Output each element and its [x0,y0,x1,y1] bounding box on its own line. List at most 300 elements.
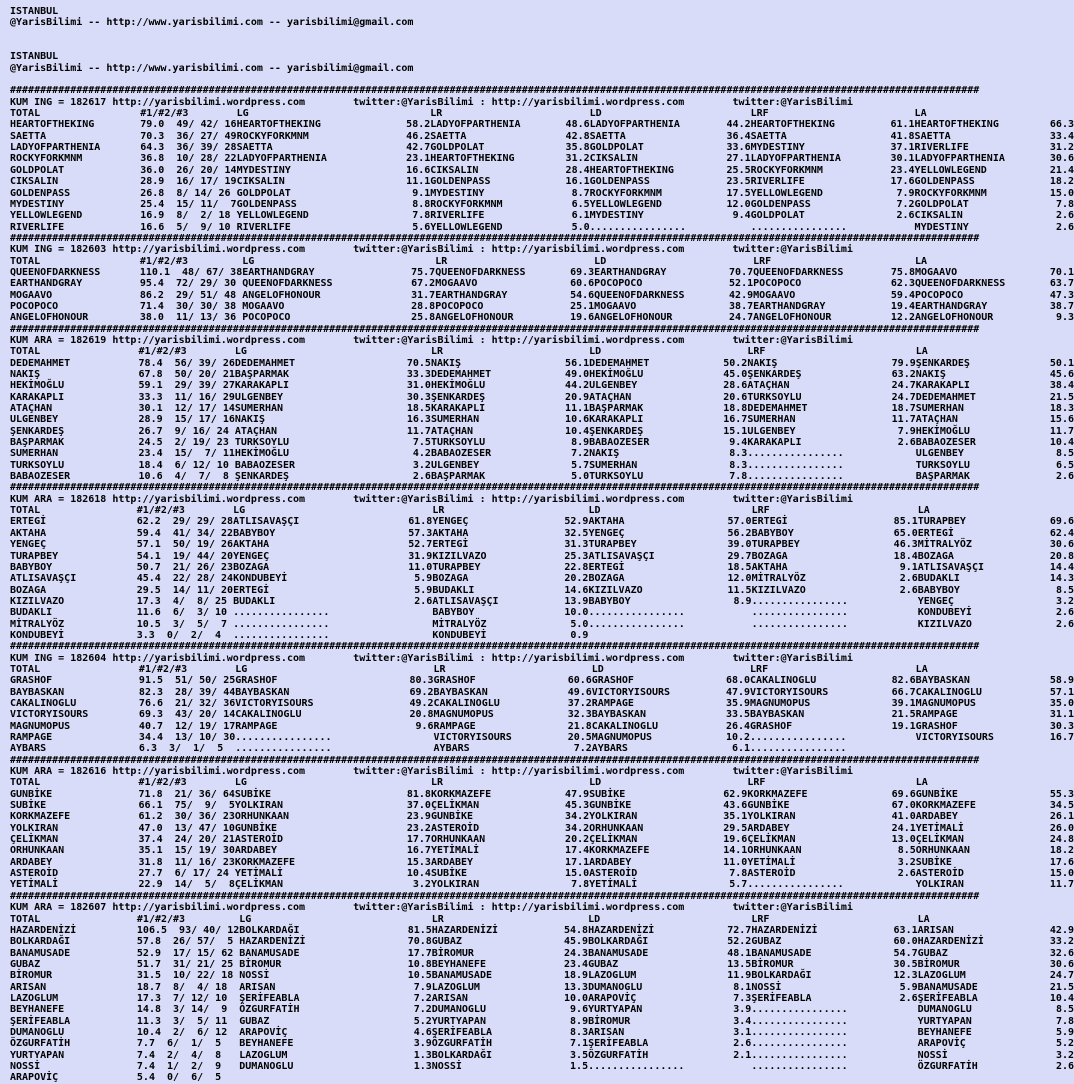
table-row [10,630,1074,641]
cell-total-name: YOLKIRAN [10,822,59,834]
cell-ld-value: 19.6 [723,834,748,846]
cell-lrf-value: 2.6 [897,868,916,880]
cell-la-name: GUBAZ [917,947,948,959]
cell-lr-value: 7.2 [573,743,592,755]
cell-ld-value: 18.5 [727,561,752,573]
cell-la-name: HAZARDENİZİ [917,936,984,948]
cell-ld-name: GOLDPOLAT [589,142,644,154]
table-row [10,562,1074,573]
cell-la-name: BAŞPARMAK [915,471,970,483]
cell-lrf-value: 24.1 [891,822,916,834]
cell-total-name: SAETTA [10,130,47,142]
col-header-lg: LG [239,913,252,925]
col-header-lg: LG [234,777,247,789]
cell-lr-value: 35.8 [565,142,590,154]
cell-lr-name: GUNBİKE [430,811,474,823]
table-row [10,539,1074,550]
cell-lg-name: LAZOGLUM [239,1049,288,1061]
cell-la-value: 63.7 [1049,278,1074,290]
cell-ld-name: QUEENOFDARKNESS [594,289,685,301]
cell-lrf-name: SAETTA [750,130,787,142]
cell-lr-name: GOLDPOLAT [430,142,485,154]
cell-lr-value: 8.9 [570,1015,589,1027]
cell-lr-value: 23.4 [564,958,589,970]
cell-total-value: 52.9 17/ 15/ 62 [136,947,234,959]
cell-ld-name: ŞERİFEABLA [588,1038,649,1050]
cell-la-name: TURKSOYLU [915,459,970,471]
cell-la-name: ATAÇHAN [915,414,958,426]
cell-ld-name: ................ [589,221,686,233]
cell-lr-name: BAYBASKAN [433,686,488,698]
cell-la-name: SUBİKE [915,856,952,868]
cell-lrf-value [872,879,915,890]
cell-la-name: CAKALINOGLU [915,686,982,698]
cell-la-name: MOGAAVO [914,266,958,278]
cell-total-value: 17.3 7/ 12/ 10 [136,992,228,1004]
cell-lg-value: 9.1 [412,187,431,199]
cell-lr-name: ULGENBEY [430,459,480,471]
cell-lrf-name: GOLDENPASS [750,198,811,210]
cell-lr-value: 5.0 [571,221,590,233]
cell-la-value: 18.3 [1049,403,1074,415]
cell-lrf-name: ATAÇHAN [747,380,790,392]
cell-lrf-name: ŞERİFEABLA [751,992,812,1004]
col-header-total: TOTAL [10,255,41,267]
col-header-lr-value [546,346,589,357]
cell-total-value: 16.6 5/ 9/ 10 [140,221,231,233]
cell-lrf-value: 65.0 [893,527,918,539]
cell-lrf-name: ................ [751,595,848,607]
cell-lr-value: 49.0 [565,369,590,380]
cell-la-name: ERTEGİ [917,527,954,539]
cell-ld-value: 48.1 [727,947,752,959]
cell-total-name: AYBARS [10,743,47,755]
cell-lg-name: ................ [235,732,332,743]
cell-lrf-name: BOLKARDAĞI [751,970,812,982]
col-header-lg-value [390,505,432,516]
table-row [10,925,1074,936]
cell-lrf-value [875,607,917,618]
cell-total-value: 50.7 21/ 26/ 23 [136,561,234,573]
table-header-row [10,256,1074,267]
table-row [10,551,1074,562]
cell-ld-value: 6.1 [731,743,751,755]
cell-lr-name: ÇELİKMAN [430,800,480,812]
cell-lrf-name: YOLKIRAN [747,811,796,823]
table-header-row [10,914,1074,925]
cell-total-name: ARISAN [10,981,47,993]
cell-lg-name: GRASHOF [235,675,278,687]
cell-lg-value: 16.7 [406,845,431,857]
cell-total-name: POCOPOCO [10,300,59,312]
cell-ld-name: BAŞPARMAK [589,403,644,415]
cell-la-value: 38.7 [1049,300,1074,312]
cell-ld-name: GRASHOF [591,675,634,687]
block-separator: ################################################################################################################################################################# [10,890,980,902]
cell-total-value: 22.9 14/ 5/ 8 [138,879,235,891]
cell-lrf-value: 2.6 [899,584,918,596]
col-header-total: TOTAL [10,663,41,675]
cell-total-name: BAYBASKAN [10,686,65,698]
cell-lg-name: ASTEROİD [234,834,284,846]
cell-total-value: 51.7 31/ 21/ 25 [136,958,234,970]
cell-lrf-value: 17.6 [890,176,915,188]
cell-lg-value: 58.2 [406,119,431,131]
cell-lrf-name: BAYBASKAN [750,709,805,721]
cell-lg-value [390,607,432,618]
cell-lg-name: DUMANOGLU [239,1060,294,1072]
cell-lr-name: ORHUNKAAN [430,834,486,846]
cell-la-name: BAYBASKAN [915,675,970,687]
cell-lrf-value [872,471,915,482]
cell-total-name: TURAPBEY [10,550,59,562]
cell-total-name: EARTHANDGRAY [10,278,83,290]
cell-total-name: BUDAKLI [10,607,53,619]
cell-lrf-value: 23.4 [890,164,915,176]
table-row [10,959,1074,970]
cell-lrf-name: NOSSİ [751,981,782,993]
table-row [10,1038,1074,1049]
cell-lrf-name: ................ [747,459,844,471]
table-row [10,596,1074,607]
cell-total-name: CIKSALIN [10,176,59,188]
cell-lg-value: 7.8 [412,210,431,222]
cell-la-name: MYDESTINY [914,221,969,233]
cell-la-name: GRASHOF [915,720,958,732]
col-header-lrf: LRF [747,777,766,789]
cell-total-name: QUEENOFDARKNESS [10,266,101,278]
cell-lg-value: 37.0 [406,800,431,812]
cell-lrf-name: SUMERHAN [747,414,796,426]
cell-lrf-name: RIVERLIFE [750,176,805,188]
cell-ld-name [588,630,710,641]
col-header-ld-value [711,505,752,516]
cell-lr-name: ATAÇHAN [430,425,474,437]
cell-lrf-value: 69.6 [891,788,916,800]
cell-lg-value [389,1072,432,1083]
cell-la-name: YELLOWLEGEND [914,164,987,176]
cell-ld-value [710,1061,751,1072]
cell-ld-name: ARISAN [588,1026,625,1038]
cell-lr-name: CIKSALIN [430,164,479,176]
block-title: KUM ING = 182603 http://yarisbilimi.wordpress.com twitter:@YarisBilimi : http://yarisbilimi.wordpress.com twitter:@YarisBilimi [10,244,853,256]
cell-lrf-name: BİROMUR [751,958,794,970]
col-header-ld: LD [594,255,607,267]
cell-lr-value: 28.4 [565,164,590,176]
cell-lrf-value [875,1072,918,1083]
cell-lr-name: YOLKIRAN [430,879,480,891]
cell-lg-name: QUEENOFDARKNESS [242,278,333,290]
cell-lg-name: ARAPOVİÇ [239,1026,288,1038]
cell-lrf-value [875,1061,918,1072]
table-row [10,392,1074,403]
cell-lg-value: 18.5 [406,403,431,415]
cell-lr-name: AYBARS [433,743,470,755]
header-spacer-2 [10,40,1074,51]
cell-lrf-name: BANAMUSADE [751,947,812,959]
cell-lr-name: ANGELOFHONOUR [435,312,514,324]
cell-lg-name: AKTAHA [233,539,270,551]
cell-total-name: ASTEROİD [10,868,59,880]
cell-ld-value: 52.1 [729,278,754,290]
cell-lg-value: 8.8 [412,198,431,210]
cell-lrf-name: GRASHOF [750,720,793,732]
cell-la-name: POCOPOCO [914,289,964,301]
table-row [10,811,1074,822]
cell-la-value: 10.4 [1049,437,1074,449]
cell-la-name: ARISAN [917,924,954,936]
table-row [10,222,1074,233]
cell-la-value: 15.0 [1049,187,1074,199]
cell-la-name: ARDABEY [915,811,958,823]
col-header-lg: LG [233,505,246,517]
cell-lrf-value: 24.7 [891,391,916,403]
block-separator: ################################################################################################################################################################# [10,641,980,653]
cell-ld-value: 14.1 [723,845,748,857]
cell-total-name: LAZOGLUM [10,992,59,1004]
cell-lrf-name: ANGELOFHONOUR [753,312,832,324]
cell-ld-value: 26.4 [725,720,751,732]
table-row [10,119,1074,130]
cell-lrf-value [875,1050,918,1061]
cell-lg-value: 11.1 [406,176,431,188]
cell-lrf-name: ................ [751,1060,848,1072]
cell-ld-name: ÖZGURFATİH [588,1049,649,1061]
cell-ld-value: 35.1 [723,811,748,823]
cell-lrf-name: KARAKAPLI [747,437,802,449]
cell-ld-name: KARAKAPLI [589,414,644,426]
cell-lrf-value: 54.7 [893,947,918,959]
cell-ld-value: 12.0 [727,573,752,585]
cell-lg-value [390,619,432,630]
cell-lg-value: 1.3 [413,1049,432,1061]
cell-lr-name: LAZOGLUM [431,981,480,993]
cell-ld-value: 35.9 [725,697,751,709]
table-row [10,414,1074,425]
cell-lr-name: HEARTOFTHEKING [430,153,515,165]
cell-la-value: 30.6 [1049,958,1074,970]
cell-lrf-value: 8.5 [897,845,916,857]
col-header-lr-value [546,777,589,788]
cell-lr-name: KORKMAZEFE [430,788,492,800]
cell-la-name: YOLKIRAN [915,879,964,891]
cell-lr-name: QUEENOFDARKNESS [435,266,526,278]
cell-total-value: 110.1 48/ 67/ 38 [139,266,243,278]
cell-total-name: TURKSOYLU [10,459,65,471]
table-row [10,403,1074,414]
cell-ld-name: YOLKIRAN [589,811,638,823]
cell-lr-name: GOLDENPASS [430,176,491,188]
cell-ld-value: 29.7 [727,550,752,562]
header-line-3: ISTANBUL [10,51,59,63]
cell-total-value: 6.3 3/ 1/ 5 [138,743,224,755]
cell-la-name: VICTORYISOURS [915,732,994,743]
cell-lg-name: NOSSİ [239,970,270,982]
cell-lg-name: YETİMALİ [234,868,284,880]
cell-lg-name [239,1072,389,1083]
cell-ld-name: KORKMAZEFE [589,845,650,857]
cell-la-name: TURAPBEY [917,516,966,528]
cell-ld-value: 57.0 [727,516,752,528]
block-title: KUM ING = 182604 http://yarisbilimi.wordpress.com twitter:@YarisBilimi : http://yarisbilimi.wordpress.com twitter:@YarisBilimi [10,652,853,664]
cell-la-value: 14.3 [1049,573,1074,585]
cell-la-value: 2.6 [1055,210,1074,222]
cell-la-value: 42.9 [1049,924,1074,936]
cell-ld-value: 3.9 [733,1004,752,1016]
cell-lg-value: 11.7 [406,425,431,437]
cell-lrf-value: 41.8 [890,130,915,142]
table-row [10,131,1074,142]
cell-ld-name [588,1072,710,1083]
cell-total-value: 64.3 36/ 39/ 28 [140,142,237,154]
cell-lg-value: 5.2 [413,1015,432,1027]
cell-lrf-name: ................ [747,448,844,460]
cell-ld-name: GOLDENPASS [589,176,650,188]
col-header-total: TOTAL [10,913,41,925]
cell-ld-name: ATLISAVAŞÇI [588,550,655,562]
cell-lr-value: 13.9 [564,595,589,607]
table-header-row [10,777,1074,788]
cell-ld-value: 11.5 [727,584,752,596]
cell-lrf-value: 60.0 [893,936,918,948]
cell-total-name: GUBAZ [10,958,41,970]
cell-lrf-name: MİTRALYÖZ [751,573,806,585]
cell-lr-value: 13.3 [564,981,589,993]
col-header-lr: LR [435,255,448,267]
cell-total-value: 71.8 21/ 36/ 64 [138,788,235,800]
cell-lg-value: 4.2 [412,448,431,460]
cell-ld-value: 42.9 [729,289,754,301]
cell-ld-value: 2.6 [733,1038,752,1050]
cell-ld-value: 56.2 [727,527,752,539]
cell-la-name: KORKMAZEFE [915,800,976,812]
cell-lrf-name: YETİMALİ [747,856,796,868]
cell-ld-value: 2.1 [733,1049,752,1061]
cell-lg-name: MYDESTINY [236,164,291,176]
cell-lr-value: 10.0 [564,607,589,619]
cell-ld-name: ANGELOFHONOUR [594,312,673,324]
cell-ld-name: EARTHANDGRAY [594,266,667,278]
cell-total-value: 18.7 8/ 4/ 18 [136,981,228,993]
cell-ld-name: GUBAZ [588,958,619,970]
col-header-lr-value [546,914,589,925]
cell-la-value: 14.4 [1049,561,1074,573]
col-header-ld: LD [588,505,601,517]
cell-ld-name: TURAPBEY [588,539,637,551]
cell-lr-value: 54.6 [570,289,595,301]
table-row [10,153,1074,164]
cell-total-value: 70.3 36/ 27/ 49 [140,130,237,142]
cell-lr-name: TURAPBEY [432,561,481,573]
cell-total-name: KORKMAZEFE [10,811,71,823]
col-header-num: #1/#2/#3 [138,663,188,675]
table-row [10,1027,1074,1038]
cell-lr-value: 18.9 [564,970,589,982]
cell-la-value: 70.1 [1049,266,1074,278]
cell-lg-value: 17.7 [407,947,432,959]
col-header-ld-value [709,664,750,675]
cell-lrf-value: 75.8 [890,266,915,278]
col-header-lrf-value [872,777,915,788]
cell-lg-name: BANAMUSADE [239,947,300,959]
cell-ld-name: NAKIŞ [589,448,620,460]
cell-lrf-value: 39.1 [891,697,916,709]
cell-lr-name: HEKİMOĞLU [430,380,486,392]
cell-lg-value: 9.6 [415,720,434,732]
cell-lg-name: ATLISAVAŞÇI [233,516,300,528]
cell-total-name: ULGENBEY [10,414,59,426]
cell-la-name: RAMPAGE [915,709,958,721]
cell-ld-value: 47.9 [725,686,751,698]
col-header-lg-value [389,914,432,925]
cell-total-value: 7.4 2/ 4/ 8 [136,1049,222,1061]
cell-lrf-value: 41.0 [891,811,916,823]
table-row [10,142,1074,153]
cell-lrf-name: ................ [750,732,847,743]
cell-lrf-value: 19.1 [891,720,916,732]
cell-total-value: 59.4 41/ 34/ 22 [136,527,234,539]
cell-lr-name: RAMPAGE [433,720,476,732]
cell-la-name: ŞENKARDEŞ [915,357,970,369]
cell-total-name: YELLOWLEGEND [10,210,83,222]
cell-ld-value: 13.5 [727,958,752,970]
block-separator: ################################################################################################################################################################# [10,754,980,766]
cell-total-value: 71.4 30/ 30/ 38 [139,300,237,312]
cell-total-name: ÇELİKMAN [10,834,59,846]
cell-la-name: NAKIŞ [915,369,946,380]
cell-lr-value: 8.7 [571,187,590,199]
cell-lg-name: GOLDPOLAT [236,187,291,199]
cell-ld-value [711,619,752,630]
cell-lr-value: 5.7 [571,459,590,471]
col-header-ld: LD [589,108,602,120]
block-title: KUM ARA = 182607 http://yarisbilimi.wordpress.com twitter:@YarisBilimi : http://yarisbilimi.wordpress.com twitter:@YarisBilimi [10,902,853,914]
cell-la-name: ORHUNKAAN [915,845,970,857]
cell-total-value: 27.7 6/ 17/ 24 [138,868,229,880]
cell-lrf-value [872,448,915,459]
cell-lg-name: GUBAZ [239,1015,270,1027]
cell-total-value: 30.1 12/ 17/ 14 [138,403,235,415]
cell-total-value: 57.8 26/ 57/ 5 [136,936,234,948]
cell-lrf-value: 7.9 [896,187,915,199]
report-block [10,324,1074,483]
report-block [10,482,1074,641]
cell-la-name: GUNBİKE [915,788,958,800]
cell-la-name: ŞERİFEABLA [917,992,978,1004]
cell-total-name: MYDESTINY [10,198,65,210]
block-title: KUM ARA = 182619 http://yarisbilimi.wordpress.com twitter:@YarisBilimi : http://yarisbilimi.wordpress.com twitter:@YarisBilimi [10,334,853,346]
col-header-ld: LD [591,663,604,675]
header-spacer-3 [10,74,1074,85]
cell-lrf-value: 85.1 [893,516,918,528]
cell-total-value: 62.2 29/ 29/ 28 [136,516,234,528]
cell-lrf-name: MAGNUMOPUS [750,697,811,709]
table-row [10,312,1074,323]
cell-total-name: ERTEGİ [10,516,47,528]
cell-lrf-name: ROCKYFORKMNM [750,164,823,176]
col-header-ld-value [706,777,748,788]
report-blocks [10,85,1074,1083]
col-header-la-value [1033,914,1074,925]
cell-lg-name: BOLKARDAĞI [239,924,300,936]
table-header-row [10,346,1074,357]
cell-la-name: ÇELİKMAN [915,834,964,846]
block-table [10,505,1074,641]
col-header-lr: LR [432,505,445,517]
cell-ld-value: 18.8 [723,403,748,415]
cell-lg-name: HAZARDENİZİ [239,936,306,948]
cell-ld-name: SUMERHAN [589,459,638,471]
